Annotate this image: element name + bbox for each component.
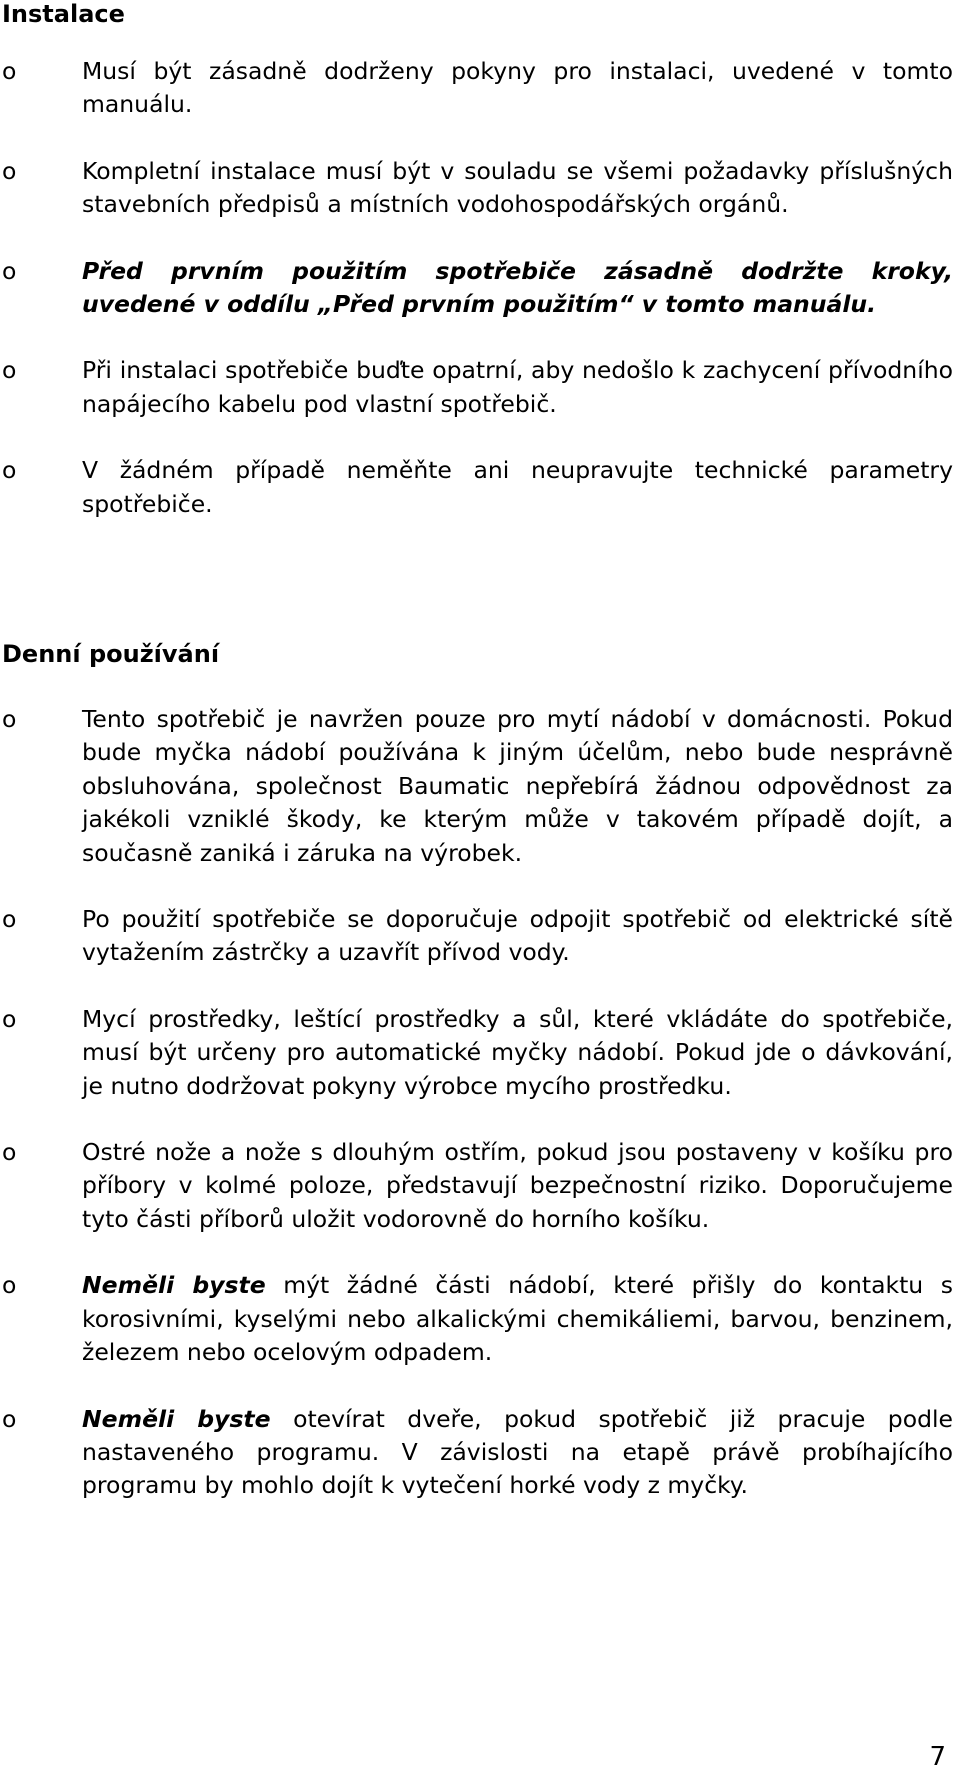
list-item-text bbox=[82, 1269, 953, 1369]
list-bullet: o bbox=[2, 256, 17, 285]
list-bullet: o bbox=[2, 57, 17, 85]
list-item bbox=[0, 155, 960, 222]
section-heading-denni-pouzivani: Denní používání bbox=[2, 640, 220, 668]
list-bullet: o bbox=[2, 1404, 17, 1433]
page-number: 7 bbox=[929, 1742, 946, 1772]
list-bullet: o bbox=[2, 1004, 17, 1033]
list-bullet: o bbox=[2, 1138, 17, 1167]
list-item-text: Ostré nože a nože s dlouhým ostřím, pokud jsou postaveny v košíku pro příbory v kolmé poloze, představují bezpečnostní riziko. Doporučujeme tyto části příborů uložit vodorovně do horního košíku. bbox=[82, 1138, 953, 1233]
instalace-list bbox=[0, 55, 960, 521]
list-item bbox=[0, 354, 960, 421]
section-heading-instalace: Instalace bbox=[2, 0, 125, 28]
list-item-text: Po použití spotřebiče se doporučuje odpojit spotřebič od elektrické sítě vytažením zástrčky a uzavřít přívod vody. bbox=[82, 905, 953, 967]
list-item bbox=[0, 703, 960, 870]
list-bullet: o bbox=[2, 705, 17, 733]
list-item-body: mýt žádné části nádobí, které přišly do kontaktu s korosivními, kyselými nebo alkalickými chemikáliemi, barvou, benzinem, železem nebo ocelovým odpadem. bbox=[82, 1271, 953, 1367]
list-bullet: o bbox=[2, 356, 17, 385]
list-item-text: Tento spotřebič je navržen pouze pro mytí nádobí v domácnosti. Pokud bude myčka nádobí používána k jiným účelům, nebo bude nesprávně obsluhována, společnost Baumatic nepřebírá žádnou odpovědnost za jakékoli vzniklé škody, ke kterým může v takovém případě dojít, a současně zaniká i záruka na výrobek. bbox=[82, 705, 953, 867]
list-item bbox=[0, 1269, 960, 1369]
list-item bbox=[0, 255, 960, 322]
list-item bbox=[0, 903, 960, 970]
list-item-text bbox=[82, 1403, 953, 1503]
list-item bbox=[0, 55, 960, 122]
list-item bbox=[0, 1136, 960, 1236]
list-item-text: V žádném případě neměňte ani neupravujte technické parametry spotřebiče. bbox=[82, 456, 953, 518]
list-item-text: Při instalaci spotřebiče buďte opatrní, aby nedošlo k zachycení přívodního napájecího kabelu pod vlastní spotřebič. bbox=[82, 356, 953, 418]
list-item-text: Musí být zásadně dodrženy pokyny pro instalaci, uvedené v tomto manuálu. bbox=[82, 57, 953, 119]
list-item bbox=[0, 1003, 960, 1103]
list-item-text: Kompletní instalace musí být v souladu se všemi požadavky příslušných stavebních předpisů a místních vodohospodářských orgánů. bbox=[82, 156, 953, 219]
emphasis-text: Neměli byste bbox=[82, 1404, 271, 1433]
list-bullet: o bbox=[2, 456, 17, 485]
list-bullet: o bbox=[2, 1271, 17, 1300]
list-item bbox=[0, 1403, 960, 1503]
list-bullet: o bbox=[2, 156, 17, 185]
list-item-body: otevírat dveře, pokud spotřebič již pracuje podle nastaveného programu. V závislosti na etapě právě probíhajícího programu by mohlo dojít k vytečení horké vody z myčky. bbox=[82, 1404, 953, 1500]
list-item-text: Před prvním použitím spotřebiče zásadně dodržte kroky, uvedené v oddílu „Před prvním použitím“ v tomto manuálu. bbox=[82, 256, 953, 319]
emphasis-text: Neměli byste bbox=[82, 1271, 266, 1300]
list-item bbox=[0, 454, 960, 521]
list-bullet: o bbox=[2, 905, 17, 934]
denni-pouzivani-list bbox=[0, 703, 960, 1503]
list-item-text: Mycí prostředky, leštící prostředky a sůl, které vkládáte do spotřebiče, musí být určeny pro automatické myčky nádobí. Pokud jde o dávkování, je nutno dodržovat pokyny výrobce mycího prostředku. bbox=[82, 1004, 953, 1100]
